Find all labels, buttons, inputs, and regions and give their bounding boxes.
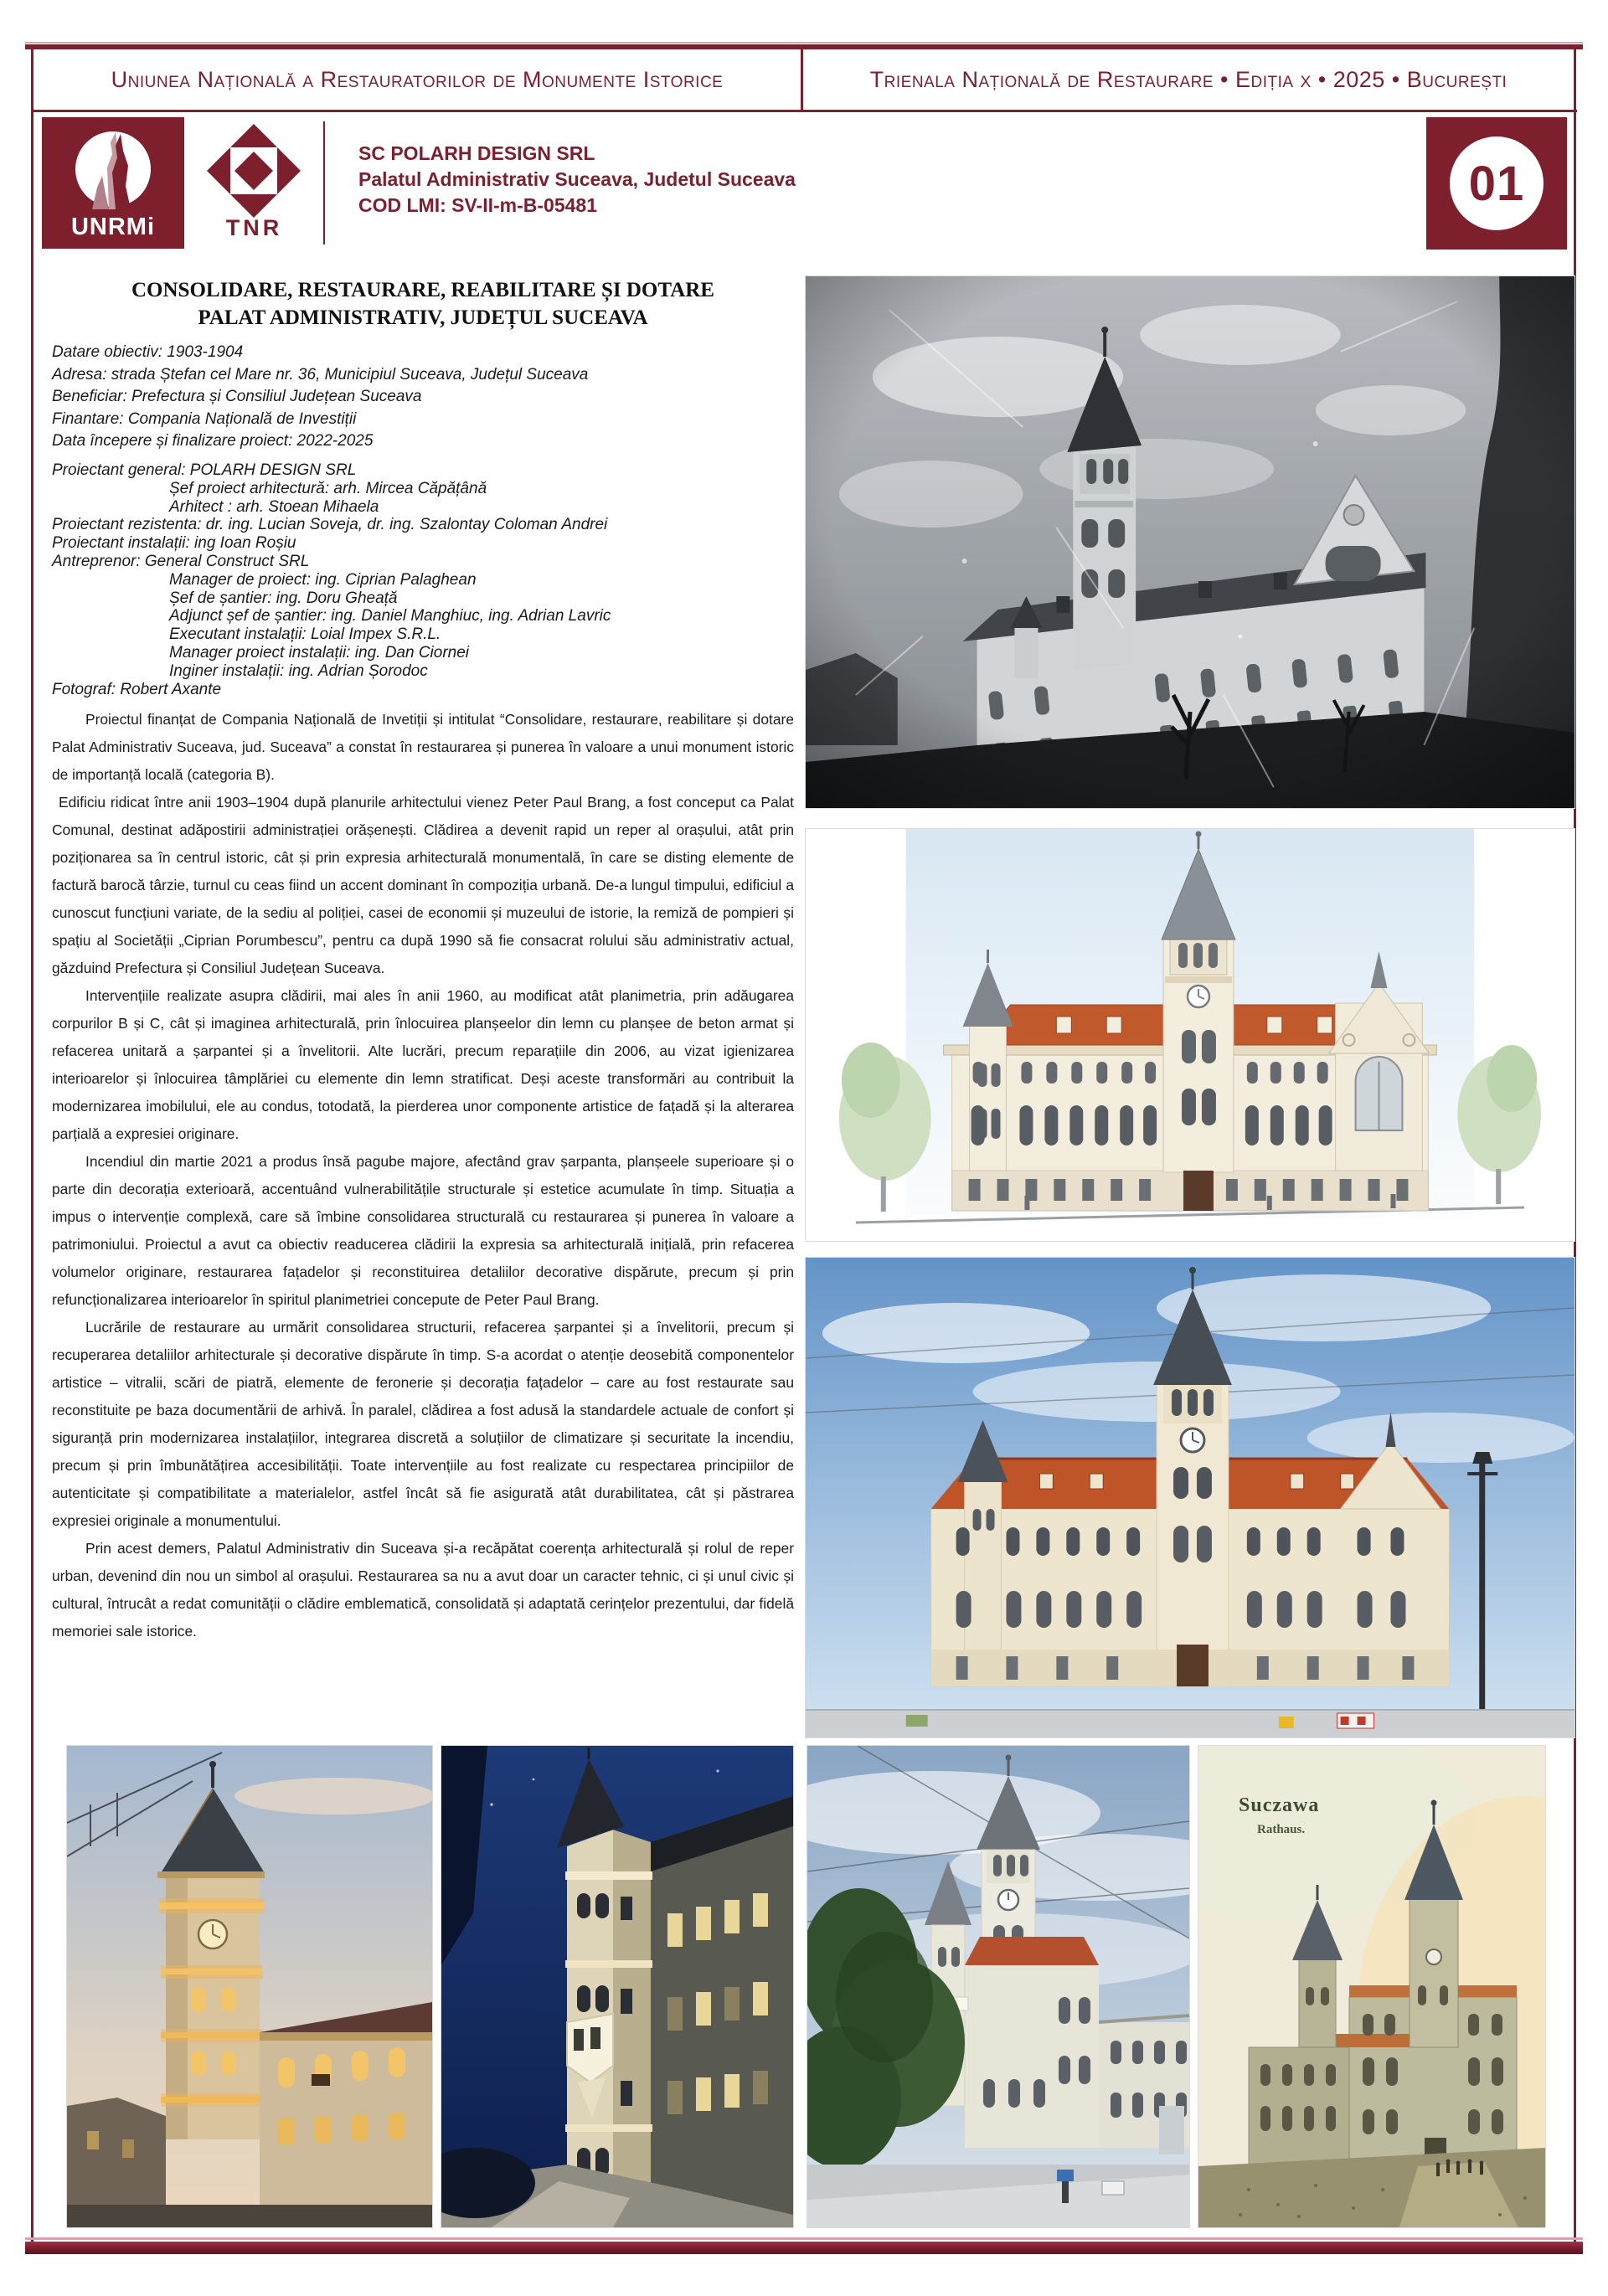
photo-night-tower-floodlit (67, 1746, 432, 2227)
postcard-title: Suczawa (1239, 1794, 1320, 1816)
credit-line: Șef proiect arhitectură: arh. Mircea Căpățână (169, 479, 487, 497)
project-description (52, 706, 794, 1645)
credit-line: Fotograf: Robert Axante (52, 680, 222, 698)
project-title-line1: CONSOLIDARE, RESTAURARE, REABILITARE ȘI DOTARE (131, 279, 714, 301)
project-meta (52, 342, 794, 453)
credit-line: Inginer instalații: ing. Adrian Șorodoc (169, 662, 428, 680)
unrmi-wordmark: UNRMi (70, 214, 156, 240)
meta-line: Finantare: Compania Națională de Investiții (52, 409, 357, 428)
postcard-subtitle: Rathaus. (1257, 1823, 1306, 1836)
illustration-elevation-render (806, 829, 1574, 1241)
photo-night-blue-corner (441, 1746, 793, 2227)
paragraph: Incendiul din martie 2021 a produs însă pagube majore, afectând grav șarpanta, planșeele superioare și o parte din decorația exterioară, accentuând vulnerabilitățile structurale și estetice acumulate în timp. Situația a impus o intervenție complexă, care să îmbine consolidarea structurală cu restaurarea și punerea în valoare a patrimoniului. Proiectul a avut ca obiectiv readucerea clădirii la expresia sa arhitecturală inițială, prin refacerea volumelor originare, restaurarea fațadelor și reconstituirea detaliilor decorative dispărute, precum și prin refuncționalizarea interioarelor în spiritul planimetriei concepute de Peter Paul Brang. (52, 1153, 794, 1308)
paragraph: Intervențiile realizate asupra clădirii, mai ales în anii 1960, au modificat atât planimetria, prin adăugarea corpurilor B și C, cât și imaginea arhitecturală, prin înlocuirea planșeelor din lemn cu planșee de beton armat și refacerea unitară a șarpantei și a învelitorii. Alte lucrări, precum reparațiile din 2006, au vizat igienizarea interioarelor și înlocuirea tâmplăriei cu elemente din lemn stratificat. Deși aceste transformări au contribuit la modernizarea imobilului, ele au condus, totodată, la pierderea unor componente artistice de fațadă și la alterarea parțială a expresiei originare. (52, 987, 794, 1142)
header-left-title: Uniunea Națională a Restauratorilor de Monumente Istorice (111, 66, 724, 92)
paragraph: Proiectul finanțat de Compania Națională de Invetiții și intitulat “Consolidare, restaurare, reabilitare și dotare Palat Administrativ Suceava, jud. Suceava” a constat în restaurarea și punerea în valoare a unui monument istoric de importanță locală (categoria B). (52, 711, 794, 783)
frame-top-light (25, 42, 1583, 44)
meta-line: Datare obiectiv: 1903-1904 (52, 343, 244, 361)
project-id-block (358, 141, 796, 219)
project-title-line2: PALAT ADMINISTRATIV, JUDEȚUL SUCEAVA (198, 306, 648, 329)
meta-line: Beneficiar: Prefectura și Consiliul Județean Suceava (52, 388, 422, 405)
credit-line: Arhitect : arh. Stoean Mihaela (169, 497, 379, 516)
credit-line: Proiectant rezistenta: dr. ing. Lucian Soveja, dr. ing. Szalontay Coloman Andrei (52, 516, 608, 534)
company-name: SC POLARH DESIGN SRL (358, 142, 595, 164)
credit-line: Proiectant instalații: ing Ioan Roșiu (52, 534, 296, 553)
credit-line: Executant instalații: Loial Impex S.R.L. (169, 625, 441, 644)
project-title (52, 276, 794, 332)
tnr-logo (184, 117, 324, 249)
photo-historic-bw (806, 276, 1574, 808)
paragraph: Lucrările de restaurare au urmărit consolidarea structurii, refacerea șarpantei și a învelitorii, precum și recuperarea detaliilor arhitecturale și decorative dispărute în timp. S-a acordat o atenție deosebită componentelor artistice – vitralii, scări de piatră, elemente de feronerie și decorația fațadelor – care au fost restaurate sau reconstituite pe baza documentării de arhivă. În paralel, clădirea a fost adusă la standardele actuale de confort și siguranță prin modernizarea instalațiilor, integrarea discretă a soluțiilor de climatizare și securitate la incendiu, precum și prin îmbunătățirea accesibilității. Toate intervențiile au fost realizate cu respectarea principiilor de autenticitate și compatibilitate a materialelor, astfel încât să fie asigurată atât durabilitatea, cât și păstrarea expresiei originale a monumentului. (52, 1319, 794, 1529)
panel-number-badge (1426, 117, 1567, 250)
credit-line: Antreprenor: General Construct SRL (52, 552, 310, 570)
frame-bottom-bar (25, 2242, 1583, 2254)
building-name: Palatul Administrativ Suceava, Judetul Suceava (358, 168, 796, 190)
logo-divider (323, 121, 325, 245)
lmi-code: COD LMI: SV-II-m-B-05481 (358, 194, 597, 216)
panel-number: 01 (1468, 156, 1525, 211)
header-right-title: Trienala Națională de Restaurare • Ediția x • 2025 • București (869, 66, 1508, 92)
paragraph: Edificiu ridicat între anii 1903–1904 după planurile arhitectului vienez Peter Paul Brang, a fost conceput ca Palat Comunal, destinat adăpostirii administrației orășenești. Clădirea a devenit rapid un reper al orașului, atât prin poziționarea sa în centrul istoric, cât și prin expresia arhitecturală monumentală, în care se disting elemente de factură barocă târzie, turnul cu ceas fiind un accent dominant în compoziția urbană. De-a lungul timpului, edificiul a cunoscut funcțiuni variate, de la sediu al poliției, casei de economii și muzeului de istorie, la remiză de pompieri și spațiu al Societății „Ciprian Porumbescu”, pentru ca după 1990 să fie consacrat rolului său administrativ actual, găzduind Prefectura și Consiliul Județean Suceava. (52, 794, 794, 976)
photo-restored-building (806, 1258, 1574, 1737)
credit-line: Manager de proiect: ing. Ciprian Palaghean (169, 570, 477, 589)
credit-line: Șef de șantier: ing. Doru Gheață (169, 589, 398, 607)
project-credits (52, 461, 794, 698)
frame-bottom-light (25, 2237, 1583, 2240)
meta-line: Data începere și finalizare proiect: 2022-2025 (52, 432, 374, 450)
unrmi-logo (42, 117, 184, 249)
header-bottom-rule (31, 110, 1577, 112)
panel-number-circle (1450, 136, 1544, 230)
frame-left (31, 44, 34, 2242)
meta-line: Adresa: strada Ștefan cel Mare nr. 36, Municipiul Suceava, Județul Suceava (52, 365, 589, 384)
photo-day-side-view (807, 1746, 1189, 2227)
credit-line: Manager proiect instalații: ing. Dan Ciornei (169, 643, 470, 662)
paragraph: Prin acest demers, Palatul Administrativ din Suceava și-a recăpătat coerența arhitecturală și rolul de reper urban, devenind din nou un simbol al orașului. Restaurarea sa nu a avut doar un caracter tehnic, ci și unul civic și cultural, întrucât a redat comunității o clădire emblematică, consolidată și adaptată cerințelor prezentului, dar fidelă memoriei sale istorice. (52, 1540, 794, 1640)
credit-line: Proiectant general: POLARH DESIGN SRL (52, 461, 357, 479)
tnr-wordmark: TNR (225, 215, 283, 240)
photo-vintage-postcard (1198, 1746, 1545, 2227)
credit-line: Adjunct șef de șantier: ing. Daniel Manghiuc, ing. Adrian Lavric (169, 607, 611, 625)
